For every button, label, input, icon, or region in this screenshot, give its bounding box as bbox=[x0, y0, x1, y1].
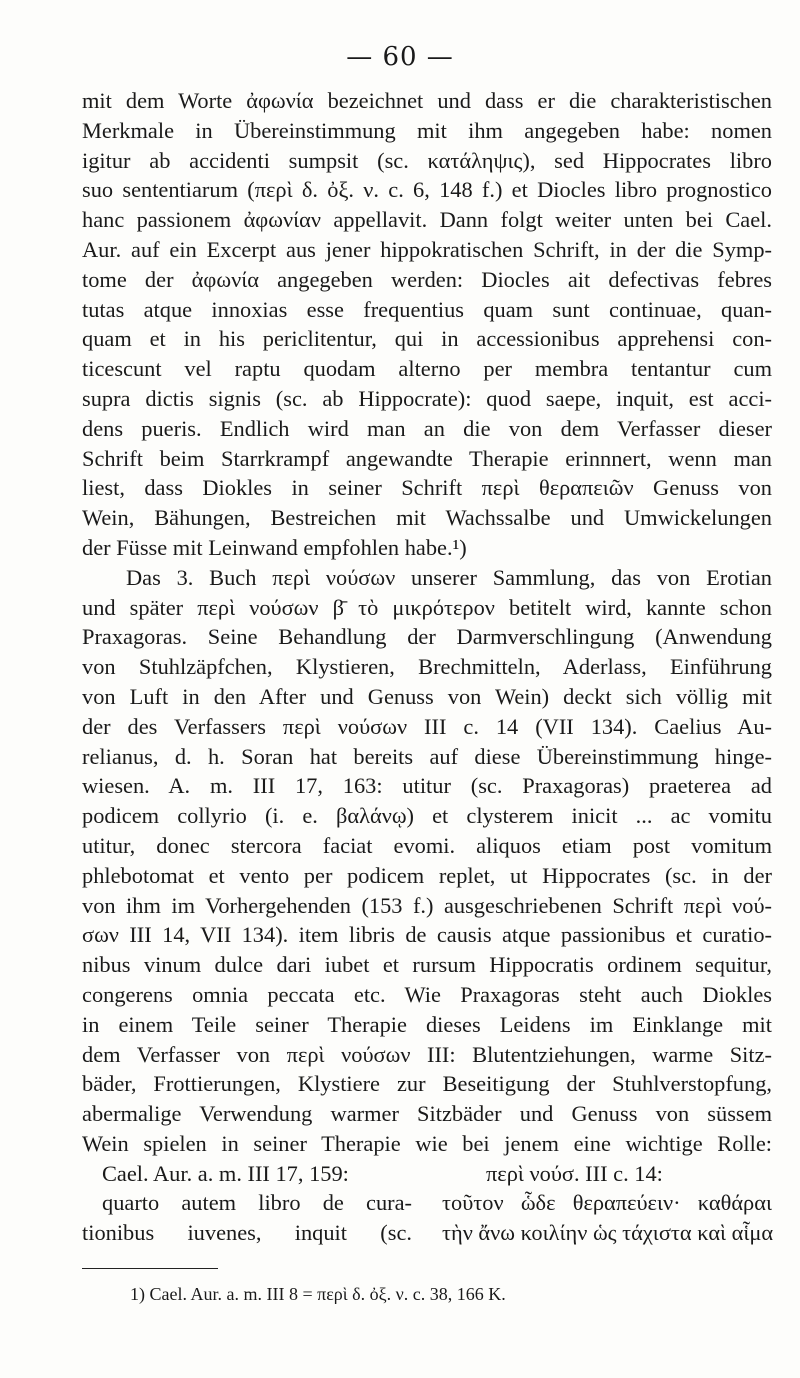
text-line: dens pueris. Endlich wird man an die von dem Verfasser dieser bbox=[82, 415, 772, 441]
text-line: quam et in his periclitentur, qui in accessionibus apprehensi con- bbox=[82, 326, 772, 352]
text-line: Merkmale in Übereinstimmung mit ihm angegeben habe: nomen bbox=[82, 117, 772, 143]
text-line: igitur ab accidenti sumpsit (sc. κατάληψις), sed Hippocrates libro bbox=[82, 147, 772, 173]
text-line: relianus, d. h. Soran hat bereits auf diese Übereinstimmung hinge- bbox=[82, 743, 772, 769]
text-line: von Stuhlzäpfchen, Klystieren, Brechmitteln, Aderlass, Einführung bbox=[82, 654, 772, 680]
column-line: tionibus iuvenes, inquit (sc. bbox=[82, 1220, 412, 1246]
footnote: 1) Cael. Aur. a. m. III 8 = περὶ δ. ὀξ. ν. c. 38, 166 K. bbox=[130, 1284, 506, 1304]
column-line: περὶ νούσ. III c. 14: bbox=[486, 1160, 663, 1186]
text-line: phlebotomat et vento per podicem replet, ut Hippocrates (sc. in der bbox=[82, 862, 772, 888]
text-line: bäder, Frottierungen, Klystiere zur Beseitigung der Stuhlverstopfung, bbox=[82, 1071, 772, 1097]
greek-column bbox=[442, 1159, 772, 1248]
text-line: von ihm im Vorhergehenden (153 f.) ausgeschriebenen Schrift περὶ νού- bbox=[82, 892, 772, 918]
text-line: tome der ἀφωνία angegeben werden: Diocles ait defectivas febres bbox=[82, 266, 772, 292]
latin-column bbox=[82, 1159, 412, 1248]
text-line: abermalige Verwendung warmer Sitzbäder und Genuss von süssem bbox=[82, 1101, 772, 1127]
text-line: σων III 14, VII 134). item libris de causis atque passionibus et curatio- bbox=[82, 922, 772, 948]
text-line: der Füsse mit Leinwand empfohlen habe.¹) bbox=[82, 534, 467, 560]
text-line: liest, dass Diokles in seiner Schrift περὶ θεραπειῶν Genuss von bbox=[82, 475, 772, 501]
text-line: Schrift beim Starrkrampf angewandte Therapie erinnnert, wenn man bbox=[82, 445, 772, 471]
text-line: supra dictis signis (sc. ab Hippocrate): quod saepe, inquit, est acci- bbox=[82, 385, 772, 411]
text-line: suo sententiarum (περὶ δ. ὀξ. ν. c. 6, 148 f.) et Diocles libro prognostico bbox=[82, 177, 772, 203]
text-line: von Luft in den After und Genuss von Wein) deckt sich völlig mit bbox=[82, 683, 772, 709]
main-text bbox=[82, 86, 772, 1248]
text-line: tutas atque innoxias esse frequentius quam sunt continuae, quan- bbox=[82, 296, 772, 322]
column-line: τοῦτον ὧδε θεραπεύειν· καθάραι bbox=[442, 1190, 772, 1216]
page-number: — 60 — bbox=[346, 42, 454, 72]
text-line: Das 3. Buch περὶ νούσων unserer Sammlung, das von Erotian bbox=[126, 564, 772, 590]
text-line: dem Verfasser von περὶ νούσων III: Blutentziehungen, warme Sitz- bbox=[82, 1041, 772, 1067]
text-line: der des Verfassers περὶ νούσων III c. 14 (VII 134). Caelius Au- bbox=[82, 713, 772, 739]
text-line: Wein spielen in seiner Therapie wie bei jenem eine wichtige Rolle: bbox=[82, 1130, 772, 1156]
text-line: und später περὶ νούσων β̄ τὸ μικρότερον betitelt wird, kannte schon bbox=[82, 594, 772, 620]
text-line: Wein, Bähungen, Bestreichen mit Wachssalbe und Umwickelungen bbox=[82, 505, 772, 531]
text-line: podicem collyrio (i. e. βαλάνῳ) et clysterem inicit ... ac vomitu bbox=[82, 803, 772, 829]
text-line: mit dem Worte ἀφωνία bezeichnet und dass er die charakteristischen bbox=[82, 88, 772, 113]
text-line: hanc passionem ἀφωνίαν appellavit. Dann folgt weiter unten bei Cael. bbox=[82, 207, 772, 233]
text-line: ticescunt vel raptu quodam alterno per membra tentantur cum bbox=[82, 356, 772, 382]
text-line: in einem Teile seiner Therapie dieses Leidens im Einklange mit bbox=[82, 1011, 772, 1037]
text-line: wiesen. A. m. III 17, 163: utitur (sc. Praxagoras) praeterea ad bbox=[82, 773, 772, 799]
column-line: Cael. Aur. a. m. III 17, 159: bbox=[102, 1160, 349, 1186]
column-line: quarto autem libro de cura- bbox=[102, 1190, 412, 1216]
text-line: utitur, donec stercora faciat evomi. aliquos etiam post vomitum bbox=[82, 832, 772, 858]
text-line: nibus vinum dulce dari iubet et rursum Hippocratis ordinem sequitur, bbox=[82, 952, 772, 978]
text-line: Aur. auf ein Excerpt aus jener hippokratischen Schrift, in der die Symp- bbox=[82, 236, 772, 262]
footnote-divider bbox=[82, 1268, 218, 1269]
text-line: congerens omnia peccata etc. Wie Praxagoras steht auch Diokles bbox=[82, 981, 772, 1007]
parallel-quotation bbox=[82, 1159, 772, 1248]
column-line: τὴν ἄνω κοιλίην ὡς τάχιστα καὶ αἷμα bbox=[442, 1220, 774, 1246]
text-line: Praxagoras. Seine Behandlung der Darmverschlingung (Anwendung bbox=[82, 624, 772, 650]
